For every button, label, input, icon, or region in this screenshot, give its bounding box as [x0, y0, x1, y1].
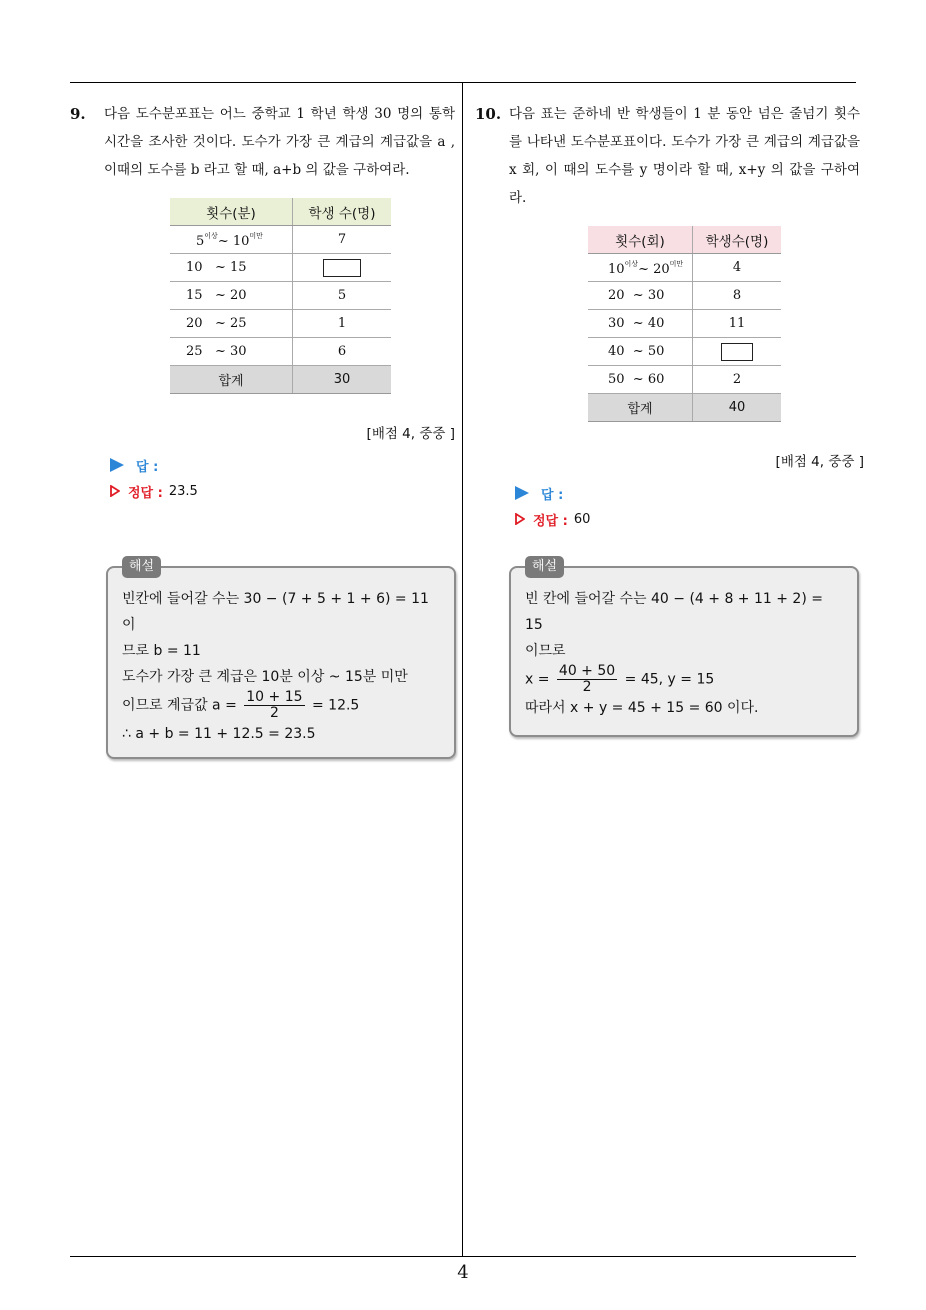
class-range: 30 ~ 40: [588, 310, 693, 338]
table-row: [588, 366, 781, 394]
correct-answer-value: 23.5: [168, 483, 198, 499]
explanation-line-fraction: x = $\frac{40 + 50}{2}$ = 45, y = 15: [525, 663, 715, 695]
blank-box: [721, 343, 753, 361]
fraction: $\frac{10 + 15}{2}$: [246, 689, 303, 721]
class-range: 40 ~ 50: [588, 338, 693, 366]
frequency-cell: 6: [293, 338, 392, 366]
total-value: 40: [693, 394, 782, 422]
score-info: [배점 4, 중중 ]: [366, 426, 455, 442]
explanation-line-fraction: 이므로 계급값 a = $\frac{10 + 15}{2}$ = 12.5: [122, 689, 360, 721]
total-value: 30: [293, 366, 392, 394]
play-arrow-icon: [515, 486, 529, 500]
table-row: [588, 254, 781, 282]
table-header-row: [170, 198, 391, 226]
frequency-cell: 4: [693, 254, 782, 282]
table-header-class: 횟수(분): [170, 198, 293, 226]
frequency-cell: 1: [293, 310, 392, 338]
explanation-line: 도수가 가장 큰 계급은 10분 이상 ~ 15분 미만: [122, 669, 408, 685]
frequency-cell-blank: [293, 254, 392, 282]
table-header-row: [588, 226, 781, 254]
explanation-line: 빈칸에 들어갈 수는 30 − (7 + 5 + 1 + 6) = 11 이: [122, 591, 429, 633]
table-row: [588, 310, 781, 338]
class-range: 10 ~ 15: [170, 254, 293, 282]
frequency-cell: 7: [293, 226, 392, 254]
class-range: 25 ~ 30: [170, 338, 293, 366]
table-row: [588, 338, 781, 366]
explanation-line: ∴ a + b = 11 + 12.5 = 23.5: [122, 726, 316, 742]
frequency-table: [170, 198, 391, 394]
correct-answer-line: [515, 506, 860, 532]
question-text: 다음 도수분포표는 어느 중학교 1 학년 학생 30 명의 통학 시간을 조사한 것이다. 도수가 가장 큰 계급의 계급값을 a , 이때의 도수를 b 라고 할 때, a+b 의 값을 구하여라.: [104, 106, 455, 178]
question-text: 다음 표는 준하네 반 학생들이 1 분 동안 넘은 줄넘기 횟수를 나타낸 도수분포표이다. 도수가 가장 큰 계급의 계급값을 x 회, 이 때의 도수를 y 명이라 할 때, x+y 의 값을 구하여라.: [509, 106, 860, 206]
class-range: $10^{이상}\sim$ $20^{미만}$: [588, 254, 693, 282]
play-arrow-icon: [110, 458, 124, 472]
frequency-cell: 5: [293, 282, 392, 310]
question-9: [70, 100, 455, 504]
frequency-cell-blank: [693, 338, 782, 366]
total-label: 합계: [588, 394, 693, 422]
table-row: [588, 282, 781, 310]
page-number: 4: [457, 1262, 469, 1283]
explanation-tag: 해설: [525, 556, 564, 578]
question-number: 10.: [475, 105, 502, 123]
answer-line: [515, 480, 860, 506]
explanation-line: 따라서 x + y = 45 + 15 = 60 이다.: [525, 700, 759, 716]
bottom-rule: [70, 1256, 856, 1257]
explanation-line: 빈 칸에 들어갈 수는 40 − (4 + 8 + 11 + 2) = 15: [525, 591, 823, 633]
class-range: 50 ~ 60: [588, 366, 693, 394]
table-row: [170, 310, 391, 338]
answer-label: 답 :: [136, 459, 159, 475]
table-row: [170, 338, 391, 366]
fraction: $\frac{40 + 50}{2}$: [558, 663, 616, 695]
table-header-frequency: 학생 수(명): [293, 198, 392, 226]
class-range: 20 ~ 30: [588, 282, 693, 310]
correct-answer-line: [110, 478, 455, 504]
answer-label: 답 :: [541, 487, 564, 503]
class-range: $5^{이상}\sim$ $10^{미만}$: [170, 226, 293, 254]
outline-arrow-icon: [110, 485, 120, 497]
score-info: [배점 4, 중중 ]: [775, 454, 864, 470]
explanation-line: 므로 b = 11: [122, 643, 201, 659]
table-total-row: [588, 394, 781, 422]
frequency-cell: 2: [693, 366, 782, 394]
correct-answer-label: 정답 :: [533, 513, 568, 529]
total-label: 합계: [170, 366, 293, 394]
outline-arrow-icon: [515, 513, 525, 525]
frequency-cell: 11: [693, 310, 782, 338]
answer-line: [110, 452, 455, 478]
top-rule: [70, 82, 856, 83]
class-range: 20 ~ 25: [170, 310, 293, 338]
explanation-box-q10: [509, 559, 859, 737]
column-divider: [462, 82, 463, 1257]
class-range: 15 ~ 20: [170, 282, 293, 310]
blank-box: [323, 259, 361, 277]
question-number: 9.: [70, 105, 86, 123]
correct-answer-value: 60: [573, 511, 591, 527]
table-row: [170, 254, 391, 282]
correct-answer-label: 정답 :: [128, 485, 163, 501]
table-total-row: [170, 366, 391, 394]
explanation-line: 이므로: [525, 643, 566, 659]
table-row: [170, 282, 391, 310]
frequency-cell: 8: [693, 282, 782, 310]
explanation-tag: 해설: [122, 556, 161, 578]
explanation-box-q9: [106, 559, 456, 759]
table-header-frequency: 학생수(명): [693, 226, 782, 254]
frequency-table: [588, 226, 781, 422]
table-row: [170, 226, 391, 254]
question-10: [475, 100, 864, 532]
table-header-class: 횟수(회): [588, 226, 693, 254]
